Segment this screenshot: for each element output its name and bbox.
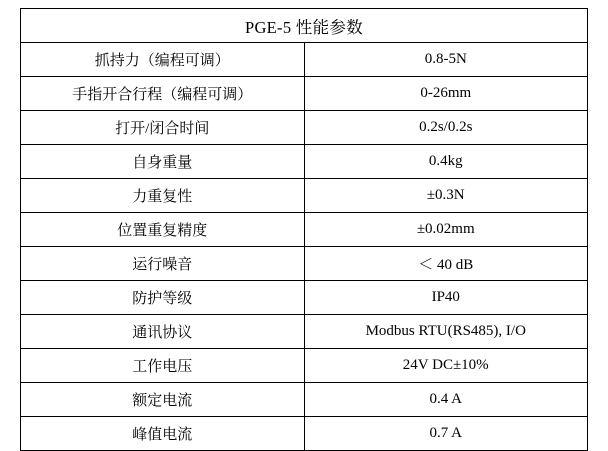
parameter-name: 峰值电流 bbox=[21, 417, 305, 451]
parameter-name: 通讯协议 bbox=[21, 315, 305, 349]
parameter-value: ±0.02mm bbox=[304, 213, 588, 247]
table-row bbox=[21, 179, 588, 213]
table-row bbox=[21, 213, 588, 247]
parameter-value: ＜ 40 dB bbox=[304, 247, 588, 281]
parameter-name: 打开/闭合时间 bbox=[21, 111, 305, 145]
parameter-name: 抓持力（编程可调） bbox=[21, 43, 305, 77]
parameter-name: 自身重量 bbox=[21, 145, 305, 179]
table-row bbox=[21, 111, 588, 145]
table-row bbox=[21, 417, 588, 451]
parameter-value: ±0.3N bbox=[304, 179, 588, 213]
table-body bbox=[21, 9, 588, 451]
table-row bbox=[21, 77, 588, 111]
parameter-value: 24V DC±10% bbox=[304, 349, 588, 383]
parameter-value: Modbus RTU(RS485), I/O bbox=[304, 315, 588, 349]
parameter-name: 运行噪音 bbox=[21, 247, 305, 281]
table-row bbox=[21, 145, 588, 179]
table-row bbox=[21, 281, 588, 315]
parameter-name: 额定电流 bbox=[21, 383, 305, 417]
parameter-name: 防护等级 bbox=[21, 281, 305, 315]
table-row bbox=[21, 247, 588, 281]
page-title: PGE-5 性能参数 bbox=[21, 9, 588, 43]
parameter-name: 力重复性 bbox=[21, 179, 305, 213]
table-title-row bbox=[21, 9, 588, 43]
parameter-value: 0.7 A bbox=[304, 417, 588, 451]
parameter-value: IP40 bbox=[304, 281, 588, 315]
table-row bbox=[21, 315, 588, 349]
parameter-value: 0.4kg bbox=[304, 145, 588, 179]
parameter-value: 0.4 A bbox=[304, 383, 588, 417]
parameter-name: 手指开合行程（编程可调） bbox=[21, 77, 305, 111]
parameter-name: 位置重复精度 bbox=[21, 213, 305, 247]
parameter-value: 0.2s/0.2s bbox=[304, 111, 588, 145]
specification-table bbox=[20, 8, 588, 451]
table-row bbox=[21, 43, 588, 77]
table-row bbox=[21, 383, 588, 417]
parameter-value: 0-26mm bbox=[304, 77, 588, 111]
parameter-name: 工作电压 bbox=[21, 349, 305, 383]
table-row bbox=[21, 349, 588, 383]
parameter-value: 0.8-5N bbox=[304, 43, 588, 77]
